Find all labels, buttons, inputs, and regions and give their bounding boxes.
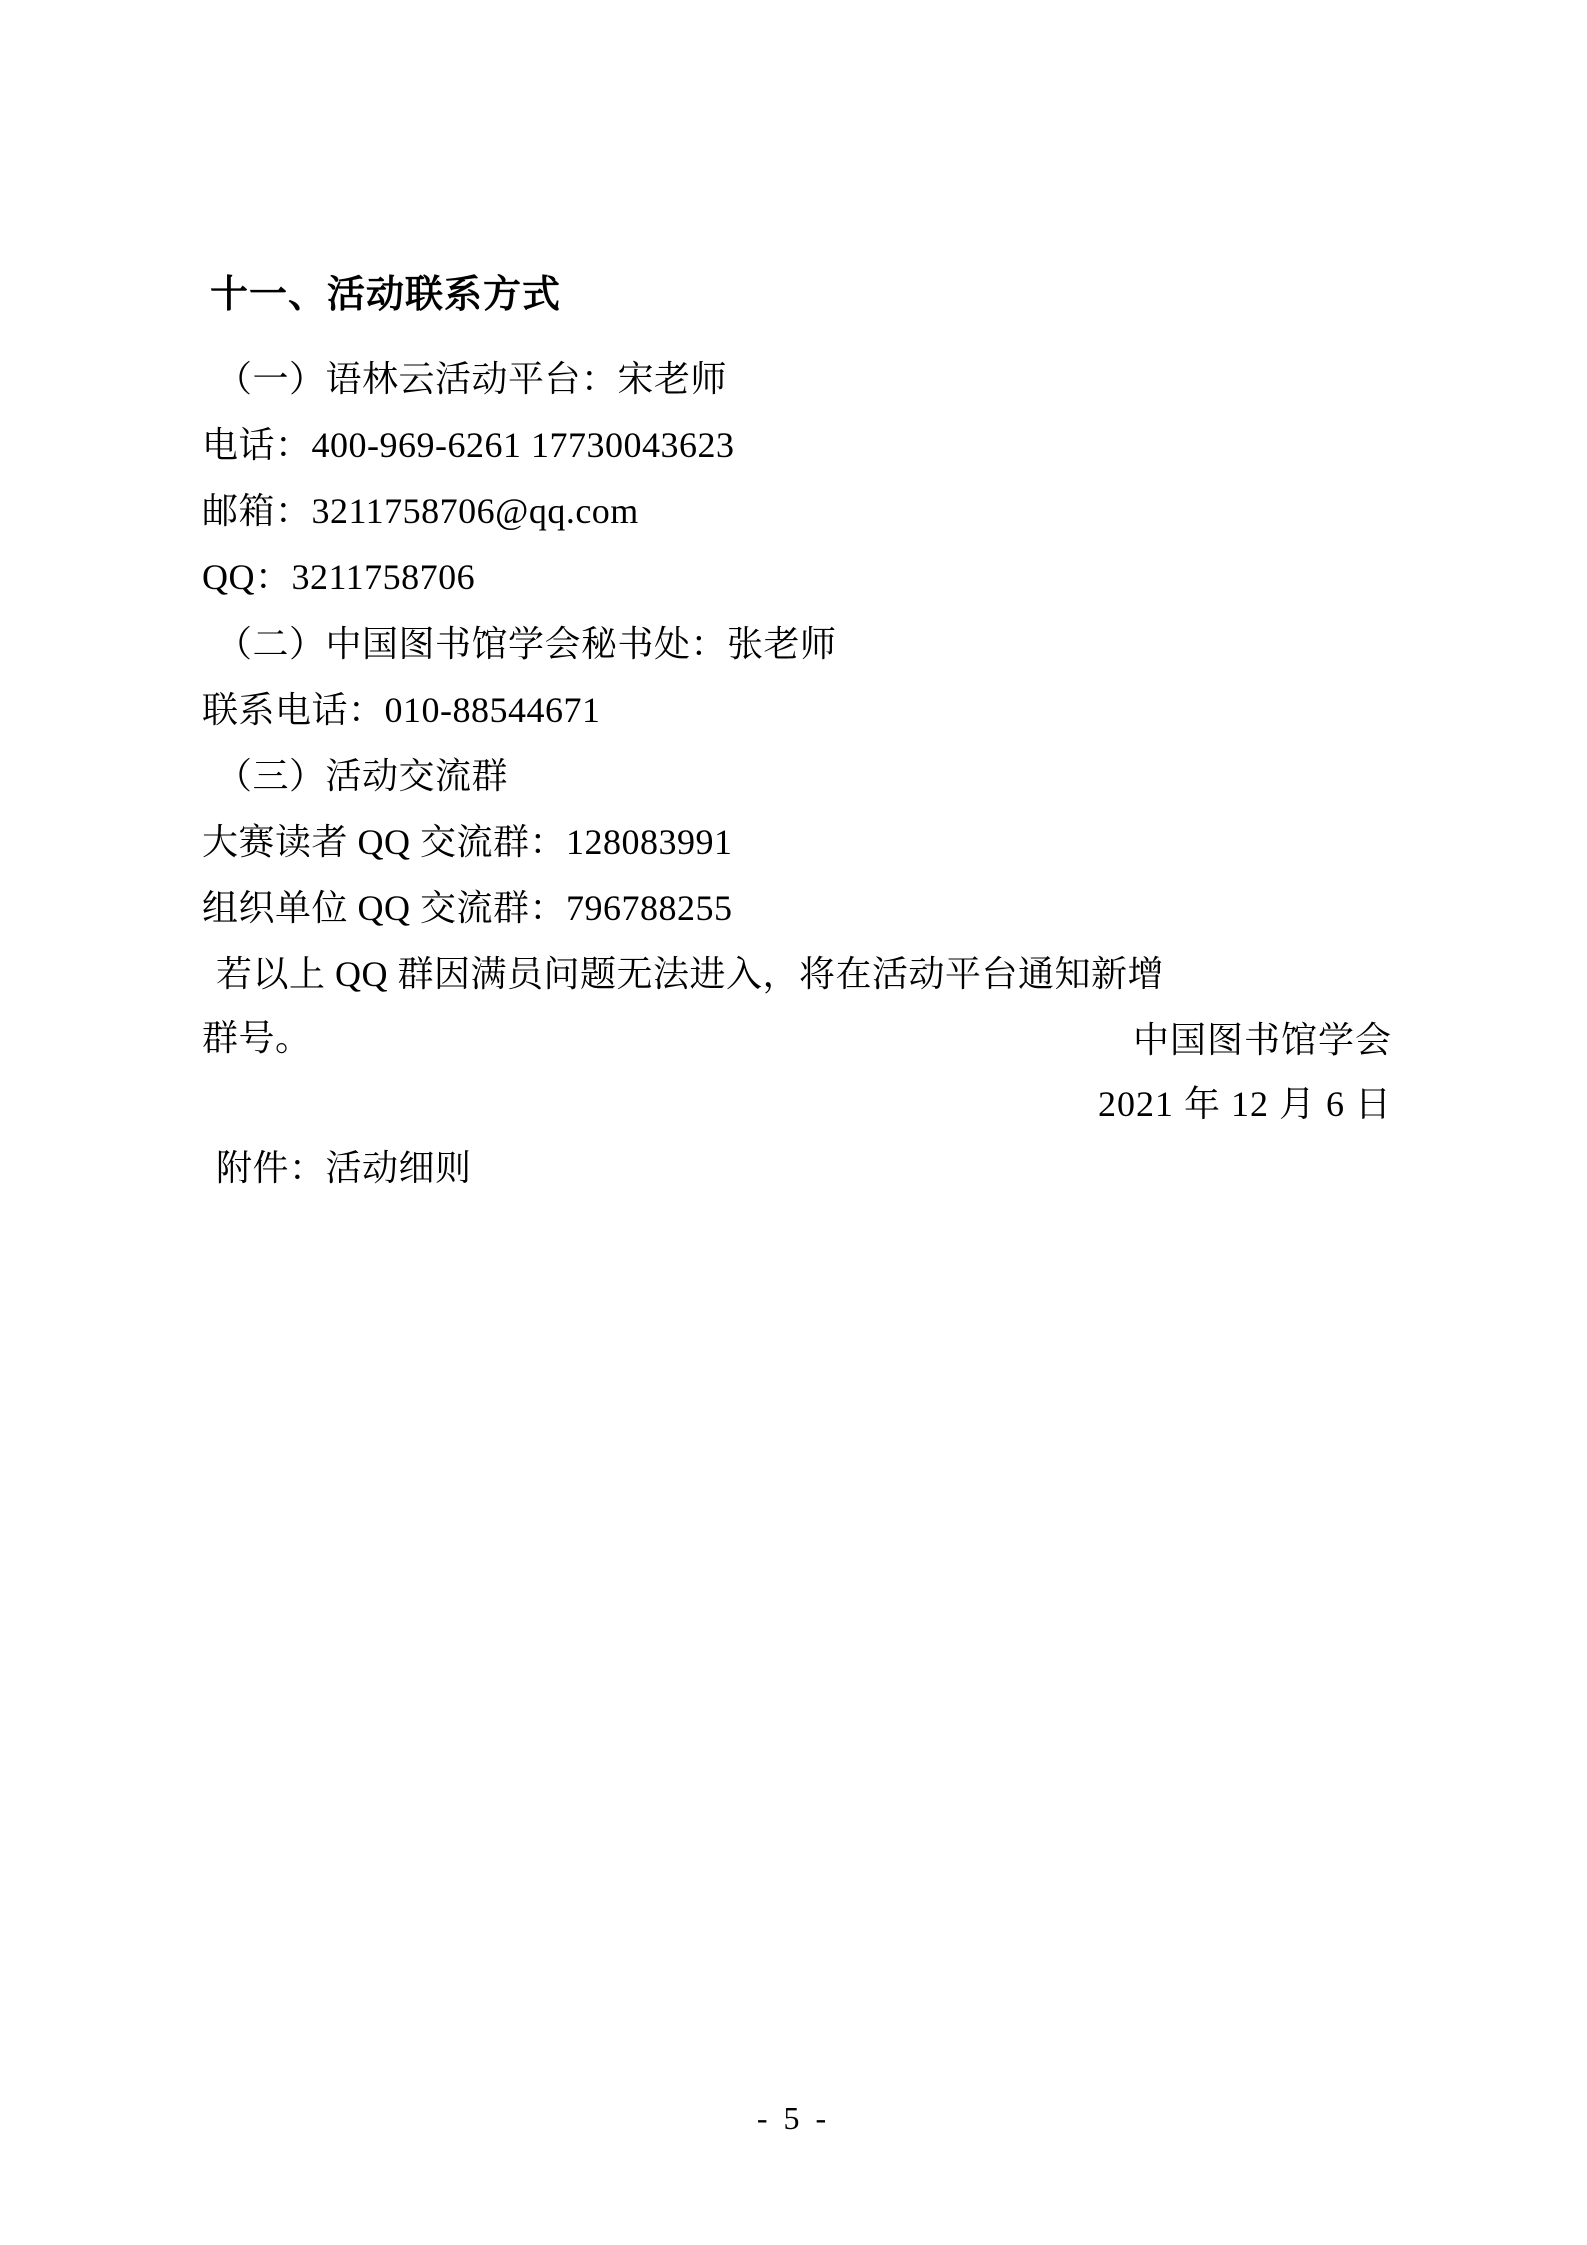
signature-date: 2021 年 12 月 6 日	[1097, 1084, 1392, 1125]
attachment-line: 附件：活动细则	[216, 1148, 472, 1189]
contact-line-organizer-group: 组织单位 QQ 交流群：796788255	[202, 887, 733, 928]
contact-line-secretariat: （二）中国图书馆学会秘书处：张老师	[216, 623, 837, 664]
signature-organization: 中国图书馆学会	[1132, 1020, 1392, 1060]
contact-line-phone: 电话：400-969-6261 17730043623	[202, 425, 735, 466]
contact-line-groups-heading: （三）活动交流群	[216, 755, 509, 796]
page-number: - 5 -	[756, 2100, 831, 2136]
contact-line-platform: （一）语林云活动平台：宋老师	[216, 359, 728, 400]
contact-line-reader-group: 大赛读者 QQ 交流群：128083991	[202, 821, 733, 862]
signature-block	[202, 1008, 1530, 1136]
group-note-line-2: 群号。	[202, 1017, 312, 1058]
contact-line-email: 邮箱：3211758706@qq.com	[202, 491, 639, 532]
contact-line-secretariat-phone: 联系电话：010-88544671	[202, 689, 601, 730]
contact-line-qq: QQ：3211758706	[202, 557, 476, 598]
section-heading: 十一、活动联系方式	[210, 272, 562, 316]
group-note-line-1: 若以上 QQ 群因满员问题无法进入，将在活动平台通知新增	[216, 953, 1164, 994]
